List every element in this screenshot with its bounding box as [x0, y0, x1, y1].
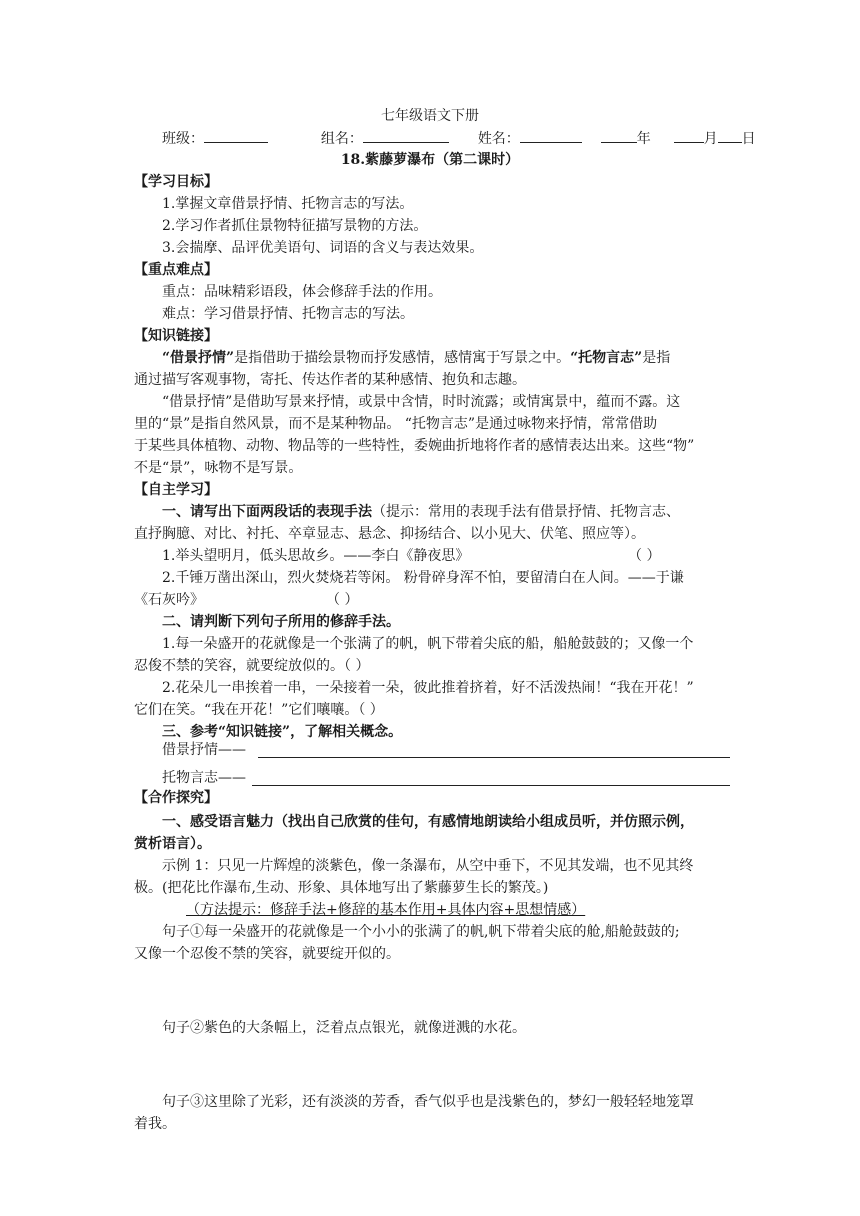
knowledge-p2-line2: 里的“景”是指自然风景，而不是某种物品。 “托物言志”是通过咏物来抒情，常常借助 — [134, 416, 658, 432]
coop-heading: 【合作探究】 — [134, 790, 218, 806]
q1-item2: 2.千锤万凿出深山，烈火焚烧若等闲。 粉骨碎身浑不怕，要留清白在人间。——于谦 — [162, 570, 684, 586]
q2-item1-cont[interactable]: 忍俊不禁的笑容，就要绽放似的。（ ） — [134, 658, 370, 674]
sentence2: 句子②紫色的大条幅上，泛着点点银光，就像迸溅的水花。 — [162, 1020, 526, 1036]
q3-item1-answer-line[interactable] — [258, 757, 730, 758]
q1-title-line — [162, 502, 680, 522]
q2-item2-cont[interactable]: 它们在笑。“我在开花！”它们嚷嚷。（ ） — [134, 702, 384, 718]
example-line2: 极。(把花比作瀑布,生动、形象、具体地写出了紫藤萝生长的繁茂。) — [134, 880, 549, 896]
class-label: 班级： — [162, 131, 204, 147]
q3-title: 三、参考“知识链接”，了解相关概念。 — [162, 724, 403, 740]
sentence1-line1: 句子①每一朵盛开的花就像是一个小小的张满了的帆,帆下带着尖底的舱,船舱鼓鼓的; — [162, 924, 680, 940]
q1-title: 一、请写出下面两段话的表现手法 — [162, 504, 372, 520]
goal-item: 3.会揣摩、品评优美语句、词语的含义与表达效果。 — [162, 240, 484, 256]
sentence1-line2: 又像一个忍俊不禁的笑容，就要绽开似的。 — [134, 946, 400, 962]
method-hint: （方法提示：修辞手法+修辞的基本作用+具体内容+思想情感） — [186, 902, 586, 918]
q1-hint-cont: 直抒胸臆、对比、衬托、卒章显志、悬念、抑扬结合、以小见大、伏笔、照应等）。 — [134, 526, 645, 542]
knowledge-p1-line1: “借景抒情”是指借助于描绘景物而抒发感情，感情寓于写景之中。“托物言志”是指 — [162, 350, 671, 366]
key-difficulty: 难点：学习借景抒情、托物言志的写法。 — [162, 306, 414, 322]
q2-item2: 2.花朵儿一串挨着一串，一朵接着一朵，彼此推着挤着，好不活泼热闹！“我在开花！” — [162, 680, 694, 696]
info-row — [162, 128, 756, 149]
goals-heading: 【学习目标】 — [134, 174, 218, 190]
key-focus: 重点：品味精彩语段，体会修辞手法的作用。 — [162, 284, 442, 300]
group-blank[interactable] — [363, 128, 449, 143]
self-study-heading: 【自主学习】 — [134, 482, 218, 498]
coop-task-line1: 一、感受语言魅力（找出自己欣赏的佳句，有感情地朗读给小组成员听，并仿照示例， — [162, 814, 694, 830]
day-blank[interactable] — [718, 128, 742, 143]
q2-title: 二、请判断下列句子所用的修辞手法。 — [162, 614, 400, 630]
knowledge-p2-line4: 不是“景”，咏物不是写景。 — [134, 460, 303, 476]
q1-item2-answer[interactable]: （ ） — [326, 592, 359, 608]
sentence3-line2: 着我。 — [134, 1116, 176, 1132]
coop-task-line2: 赏析语言）。 — [134, 836, 211, 852]
knowledge-p2-line3: 于某些具体植物、动物、物品等的一些特性，委婉曲折地将作者的感情表达出来。这些“物” — [134, 438, 695, 454]
q3-item2-answer-line[interactable] — [252, 785, 730, 786]
term-jiejing: “借景抒情” — [162, 350, 235, 366]
month-blank[interactable] — [674, 128, 704, 143]
q1-item1: 1.举头望明月，低头思故乡。——李白《静夜思》 — [162, 548, 470, 564]
year-blank[interactable] — [601, 128, 637, 143]
q3-item1-label: 借景抒情—— — [162, 742, 246, 758]
goal-item: 1.掌握文章借景抒情、托物言志的写法。 — [162, 196, 414, 212]
knowledge-heading: 【知识链接】 — [134, 328, 218, 344]
lesson-title: 18.紫藤萝瀑布（第二课时） — [340, 152, 520, 168]
term-tuowu: “托物言志” — [570, 350, 643, 366]
q1-item2-cont: 《石灰吟》 — [134, 592, 204, 608]
q1-hint: （提示：常用的表现手法有借景抒情、托物言志、 — [372, 504, 680, 520]
year-label: 年 — [636, 131, 651, 147]
group-label: 组名： — [320, 131, 363, 147]
day-label: 日 — [741, 131, 756, 147]
month-label: 月 — [703, 131, 718, 147]
name-label: 姓名： — [477, 131, 520, 147]
q2-item1: 1.每一朵盛开的花就像是一个张满了的帆，帆下带着尖底的船，船舱鼓鼓的；又像一个 — [162, 636, 694, 652]
knowledge-p1-line2: 通过描写客观事物，寄托、传达作者的某种感情、抱负和志趣。 — [134, 372, 526, 388]
goal-item: 2.学习作者抓住景物特征描写景物的方法。 — [162, 218, 428, 234]
q3-item2-label: 托物言志—— — [162, 770, 246, 786]
q1-item1-answer[interactable]: （ ） — [628, 548, 661, 564]
name-blank[interactable] — [520, 128, 582, 143]
class-blank[interactable] — [204, 128, 268, 143]
example-line1: 示例 1：只见一片辉煌的淡紫色，像一条瀑布，从空中垂下，不见其发端，也不见其终 — [162, 858, 694, 874]
sentence3-line1: 句子③这里除了光彩，还有淡淡的芳香，香气似乎也是浅紫色的，梦幻一般轻轻地笼罩 — [162, 1094, 694, 1110]
key-heading: 【重点难点】 — [134, 262, 218, 278]
book-title: 七年级语文下册 — [381, 108, 479, 124]
knowledge-p2-line1: “借景抒情”是借助写景来抒情，或景中含情，时时流露；或情寓景中，蕴而不露。这 — [162, 394, 681, 410]
